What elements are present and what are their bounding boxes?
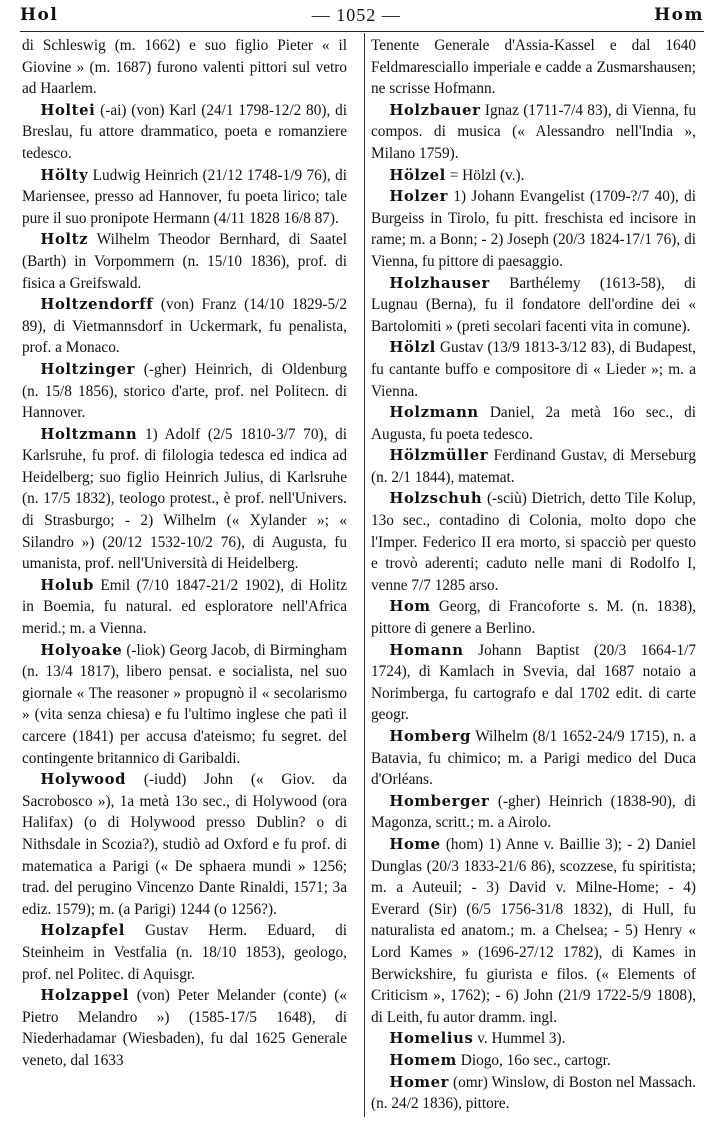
dictionary-entry: di Schleswig (m. 1662) e suo figlio Pieter « il Giovine » (m. 1687) furono valenti pittori sul vetro ad Haarlem. bbox=[22, 37, 347, 98]
entry-headword: Holtz bbox=[40, 231, 89, 249]
dictionary-entry: Homberg Wilhelm (8/1 1652-24/9 1715), n. a Batavia, fu chimico; m. a Parigi medico del Duca d'Orléans. bbox=[371, 728, 696, 789]
page-header bbox=[20, 2, 704, 28]
dictionary-entry: Holywood (-iudd) John (« Giov. da Sacrobosco »), 1a metà 13o sec., di Holywood (ora Halifax) (o di Holywood presso Dublin? o di Nithsdale in Scozia?), studiò ad Oxford e fu prof. di matematica a Parigi (« De sphaera mundi » 1256; trad. del perugino Vincenzo Dante Rinaldi, 1571; 3a ediz. 1579); m. (a Parigi) 1244 (o 1256?). bbox=[22, 771, 347, 918]
dictionary-entry: Tenente Generale d'Assia-Kassel e dal 1640 Feldmaresciallo imperiale e cadde a Zusmarshausen; ne scrisse Hofmann. bbox=[371, 37, 696, 98]
left-running-head: Hol bbox=[20, 5, 59, 25]
dictionary-entry: Holzbauer Ignaz (1711-7/4 83), di Vienna, fu compos. di musica (« Alessandro nell'India », Milano 1759). bbox=[371, 101, 696, 162]
entry-headword: Holzappel bbox=[40, 987, 129, 1005]
entry-headword: Holzer bbox=[389, 188, 449, 206]
dictionary-entry: Holzhauser Barthélemy (1613-58), di Lugnau (Berna), fu il fondatore dell'ordine dei « Bartolomiti » (preti secolari facenti vita in comune). bbox=[371, 274, 697, 335]
dictionary-entry: Holtzendorff (von) Franz (14/10 1829-5/2 89), di Vietmannsdorf in Uckermark, fu penalista, prof. a Monaco. bbox=[22, 296, 347, 357]
entry-headword: Hölty bbox=[40, 166, 89, 184]
entry-headword: Homberg bbox=[389, 728, 471, 745]
entry-headword: Holyoake bbox=[40, 641, 123, 659]
header-rule bbox=[20, 31, 704, 32]
dictionary-entry: Holzappel (von) Peter Melander (conte) (« Pietro Melandro ») (1585-17/5 1648), di Niederhadamar (Wiesbaden), fu dal 1625 Generale veneto, dal 1633 bbox=[22, 987, 347, 1069]
dictionary-entry: Homem Diogo, 16o sec., cartogr. bbox=[389, 1051, 611, 1069]
entry-headword: Holzapfel bbox=[40, 922, 125, 940]
dictionary-entry: Hölzl Gustav (13/9 1813-3/12 83), di Budapest, fu cantante buffo e compositore di « Lieder »; m. a Vienna. bbox=[371, 339, 697, 400]
entry-headword: Homberger bbox=[389, 792, 490, 810]
dictionary-entry: Hölzmüller Ferdinand Gustav, di Merseburg (n. 2/1 1844), matemat. bbox=[371, 447, 696, 486]
column-divider bbox=[364, 33, 365, 1117]
entry-headword: Homelius bbox=[389, 1030, 474, 1048]
right-column bbox=[371, 35, 696, 1115]
dictionary-entry: Holtzmann 1) Adolf (2/5 1810-3/7 70), di Karlsruhe, fu prof. di filologia tedesca ed indica ad Heidelberg; suo figlio Heinrich Julius, di Karlsruhe (n. 17/5 1832), teologo protest., è prof. nell'Univers. di Strasburgo; - 2) Wilhelm (« Xylander »; « Silandro ») (20/12 1532-10/2 76), di Augusta, fu umanista, prof. nell'Università di Heidelberg. bbox=[22, 425, 347, 573]
dictionary-entry: Hölzel = Hölzl (v.). bbox=[389, 166, 525, 184]
entry-headword: Holtei bbox=[40, 101, 96, 119]
dictionary-entry: Holtzinger (-gher) Heinrich, di Oldenburg (n. 15/8 1856), storico d'arte, prof. nel Politecn. di Hannover. bbox=[22, 360, 347, 422]
entry-headword: Home bbox=[389, 835, 441, 853]
entry-headword: Hölzl bbox=[389, 339, 436, 357]
entry-headword: Holtzmann bbox=[40, 425, 138, 443]
entry-headword: Homer bbox=[389, 1073, 450, 1091]
dictionary-entry: Holub Emil (7/10 1847-21/2 1902), di Holitz in Boemia, fu natural. ed esploratore nell'Africa merid.; m. a Vienna. bbox=[22, 576, 347, 638]
dictionary-entry: Homer (omr) Winslow, di Boston nel Massach. (n. 24/2 1836), pittore. bbox=[371, 1073, 696, 1113]
entry-headword: Homem bbox=[389, 1051, 457, 1069]
dictionary-entry: Homberger (-gher) Heinrich (1838-90), di Magonza, scritt.; m. a Airolo. bbox=[371, 792, 696, 832]
entry-headword: Hölzel bbox=[389, 166, 446, 184]
dictionary-entry: Holzapfel Gustav Herm. Eduard, di Steinheim in Vestfalia (n. 18/10 1853), geologo, prof. nel Politec. di Aquisgr. bbox=[22, 922, 348, 983]
dictionary-entry: Homann Johann Baptist (20/3 1664-1/7 1724), di Kamlach in Svevia, dal 1687 notaio a Norimberga, fu cartografo e dal 1702 edit. di carte geogr. bbox=[371, 641, 696, 724]
entry-headword: Hom bbox=[389, 598, 431, 616]
page-number: — 1052 — bbox=[311, 4, 401, 25]
entry-headword: Holzhauser bbox=[389, 274, 490, 292]
entry-headword: Holtzinger bbox=[40, 360, 136, 378]
left-column bbox=[22, 35, 347, 1072]
dictionary-entry: Holzschuh (-sciù) Dietrich, detto Tile Kolup, 13o sec., contadino di Colonia, molto dopo che l'Imper. Federico II era morto, si spacciò per questo e trovò aderenti; caduto nelle mani di Rodolfo I, venne 7/7 1285 arso. bbox=[371, 490, 696, 594]
entry-headword: Holzschuh bbox=[389, 490, 483, 508]
dictionary-entry: Hom Georg, di Francoforte s. M. (n. 1838), pittore di genere a Berlino. bbox=[371, 598, 696, 638]
dictionary-entry: Holtei (-ai) (von) Karl (24/1 1798-12/2 80), di Breslau, fu attore drammatico, poeta e romanziere tedesco. bbox=[22, 101, 347, 162]
entry-headword: Holub bbox=[40, 576, 94, 594]
entry-headword: Holzmann bbox=[389, 404, 479, 422]
entry-headword: Hölzmüller bbox=[389, 447, 489, 465]
dictionary-entry: Hölty Ludwig Heinrich (21/12 1748-1/9 76), di Mariensee, presso ad Hannover, fu poeta lirico; tale pure il suo pronipote Hermann (4/11 1828 16/8 87). bbox=[22, 166, 347, 227]
dictionary-entry: Holyoake (-liok) Georg Jacob, di Birmingham (n. 13/4 1817), libero pensat. e socialista, nel suo giornale « The reasoner » propugnò il « secolarismo » (vita senza chiesa) e fu l'ultimo inglese che patì il carcere (1841) per accusa d'ateismo; fu segret. del contingente britannico di Garibaldi. bbox=[22, 641, 347, 767]
entry-headword: Holtzendorff bbox=[40, 296, 154, 314]
entry-headword: Homann bbox=[389, 641, 464, 659]
entry-headword: Holzbauer bbox=[389, 101, 481, 119]
right-running-head: Hom bbox=[654, 5, 704, 25]
dictionary-entry: Holzer 1) Johann Evangelist (1709-?/7 40), di Burgeiss in Tirolo, fu pitt. freschista ed incisore in rame; m. a Bonn; - 2) Joseph (20/3 1824-17/1 76), di Vienna, fu pittore di paesaggio. bbox=[371, 188, 697, 270]
dictionary-entry: Home (hom) 1) Anne v. Baillie 3); - 2) Daniel Dunglas (20/3 1833-21/6 86), scozzese, fu spiritista; m. a Auteuil; - 3) David v. Milne-Home; - 4) Everard (Sir) (6/5 1756-31/8 1832), di Hull, fu naturalista ed anatom.; m. a Chelsea; - 5) Henry « Lord Kames » (1696-27/12 1782), di Kames in Berwickshire, fu giurista e filos. (« Elements of Criticism », 1762); - 6) John (21/9 1722-5/9 1808), di Leith, fu autor dramm. ingl. bbox=[371, 835, 697, 1026]
dictionary-entry: Holtz Wilhelm Theodor Bernhard, di Saatel (Barth) in Vorpommern (n. 15/10 1836), prof. di fisica a Greifswald. bbox=[22, 231, 347, 292]
entry-headword: Holywood bbox=[40, 771, 127, 789]
dictionary-entry: Holzmann Daniel, 2a metà 16o sec., di Augusta, fu poeta tedesco. bbox=[371, 404, 696, 443]
dictionary-entry: Homelius v. Hummel 3). bbox=[389, 1030, 566, 1048]
